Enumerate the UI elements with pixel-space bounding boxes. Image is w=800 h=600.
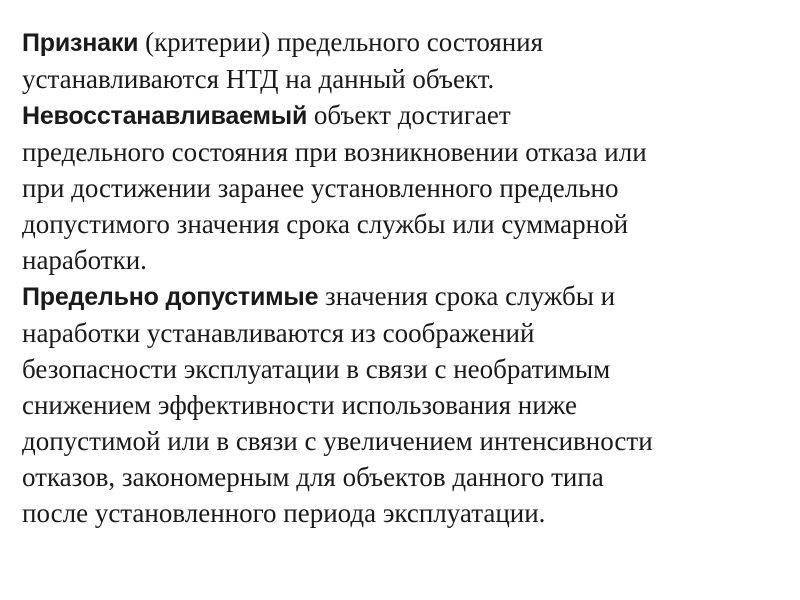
line-text: устанавливаются НТД на данный объект.	[22, 64, 495, 94]
line-text: предельного состояния при возникновении отказа или	[22, 137, 647, 167]
text-line	[22, 423, 780, 459]
line-text: снижением эффективности использования ниже	[22, 390, 577, 420]
text-line	[22, 24, 780, 61]
paragraph-limit-state-criteria	[22, 24, 780, 97]
text-body	[22, 24, 780, 531]
line-text: (критерии) предельного состояния	[138, 27, 544, 57]
text-line	[22, 61, 780, 97]
text-line	[22, 351, 780, 387]
text-line	[22, 206, 780, 242]
text-line	[22, 278, 780, 315]
line-text: объект достигает	[307, 100, 511, 130]
paragraph-permissible-values	[22, 278, 780, 531]
line-text: наработки устанавливаются из соображений	[22, 318, 535, 348]
text-line	[22, 459, 780, 495]
line-text: при достижении заранее установленного предельно	[22, 173, 619, 203]
text-line	[22, 315, 780, 351]
bold-term: Невосстанавливаемый	[22, 102, 308, 130]
text-line	[22, 387, 780, 423]
line-text: безопасности эксплуатации в связи с необратимым	[22, 354, 611, 384]
bold-term: Предельно допустимые	[22, 283, 319, 311]
paragraph-non-restorable-object	[22, 97, 780, 278]
text-line	[22, 495, 780, 531]
line-text: наработки.	[22, 245, 147, 275]
text-line	[22, 97, 780, 134]
line-text: после установленного периода эксплуатации.	[22, 498, 546, 528]
line-text: допустимого значения срока службы или суммарной	[22, 209, 629, 239]
bold-term: Признаки	[22, 29, 139, 57]
text-line	[22, 170, 780, 206]
text-line	[22, 134, 780, 170]
line-text: отказов, закономерным для объектов данного типа	[22, 462, 604, 492]
line-text: значения срока службы и	[318, 281, 616, 311]
text-line	[22, 242, 780, 278]
line-text: допустимой или в связи с увеличением интенсивности	[22, 426, 653, 456]
